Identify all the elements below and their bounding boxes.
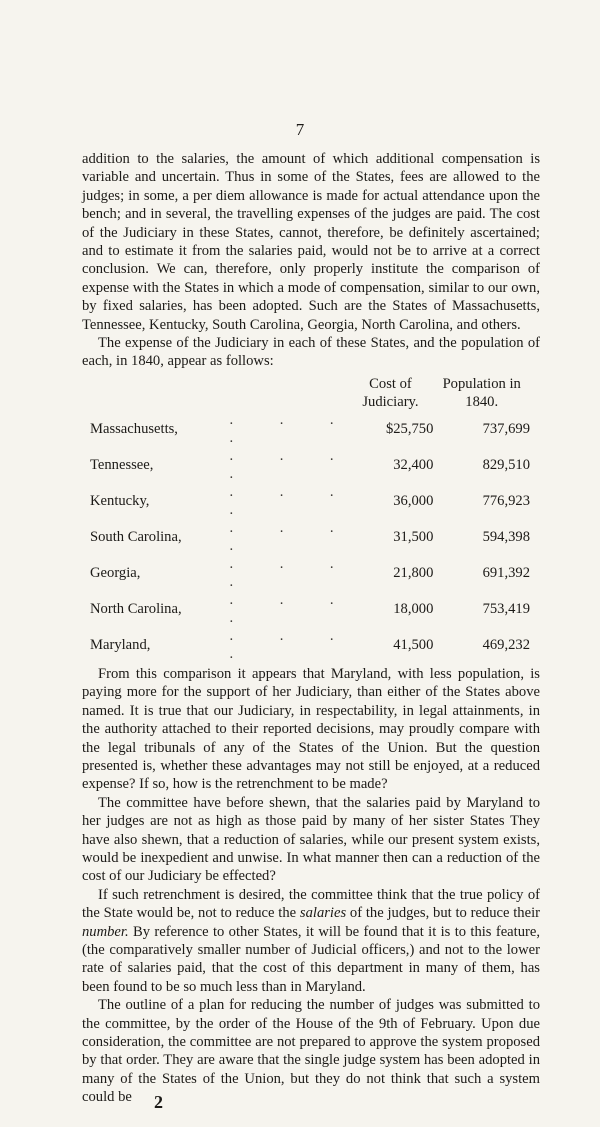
paragraph-3: From this comparison it appears that Maryland, with less population, is paying more for the support of her Judiciary, than either of the States above named. It is true that our Judiciary, in respectability, in legal attainments, in the authority attached to their reported decisions, may proudly compare with the legal tribunals of any of the States of the Union. But the question presented is, whether these advantages may not still be enjoyed, at a reduced expense? If so, how is the retrenchment to be made?	[82, 665, 540, 793]
state-cell: North Carolina,	[90, 600, 182, 617]
state-cell: Kentucky,	[90, 492, 150, 509]
cost-cell: 31,500	[393, 528, 434, 545]
paragraph-1: addition to the salaries, the amount of which additional compensation is variable and uncertain. Thus in some of the States, fees are allowed to the judges; in some, a per diem allowance is made for actual attendance upon the bench; and in several, the travelling expenses of the judges are paid. The cost of the Judiciary in these States, cannot, therefore, be definitely ascertained; and to estimate it from the salaries paid, would not be to arrive at a correct conclusion. We can, therefore, only properly institute the comparison of expense with the States in which a mode of compensation, similar to our own, by fixed salaries, has been adopted. Such are the States of Massachusetts, Tennessee, Kentucky, South Carolina, Georgia, North Carolina, and others.	[82, 151, 540, 333]
table-row	[90, 591, 530, 627]
paragraph-5-part-b: of the judges, but to reduce their	[346, 905, 540, 922]
cost-cell: 32,400	[393, 456, 434, 473]
cost-cell: 21,800	[393, 564, 434, 581]
population-cell: 776,923	[482, 492, 530, 509]
state-cell: Massachusetts,	[90, 420, 178, 437]
signature-mark: 2	[154, 1092, 163, 1112]
dot-leader: . . . .	[229, 627, 348, 662]
dot-leader: . . . .	[229, 555, 348, 590]
state-cell: Maryland,	[90, 636, 151, 653]
population-cell: 753,419	[482, 600, 530, 617]
dot-leader: . . . .	[229, 519, 348, 554]
dot-leader: . . . .	[229, 591, 348, 626]
table-row	[90, 627, 530, 663]
state-cell: Tennessee,	[90, 456, 154, 473]
table-row	[90, 519, 530, 555]
emphasis-number: number.	[82, 923, 129, 940]
table-row	[90, 447, 530, 483]
population-cell: 691,392	[482, 564, 530, 581]
header-cost: Cost of Judiciary.	[362, 375, 419, 410]
population-cell: 829,510	[482, 456, 530, 473]
judiciary-cost-table	[90, 375, 540, 663]
paragraph-5	[82, 886, 540, 996]
document-body	[82, 150, 540, 1107]
emphasis-salaries: salaries	[299, 905, 347, 922]
state-cell: South Carolina,	[90, 528, 182, 545]
cost-cell: 41,500	[393, 636, 434, 653]
paragraph-4: The committee have before shewn, that the salaries paid by Maryland to her judges are not as high as those paid by many of her sister States They have also shewn, that a reduction of salaries, while our present system exists, would be inexpedient and unwise. In what manner then can a reduction of the cost of our Judiciary be effected?	[82, 794, 540, 885]
dot-leader: . . . .	[229, 411, 348, 446]
header-population: Population in 1840.	[442, 375, 521, 410]
paragraph-5-part-c: By reference to other States, it will be found that it is to this feature, (the comparatively smaller number of Judicial officers,) and not to the lower rate of salaries paid, that the cost of this department in many of them, has been found to be so much less than in Maryland.	[82, 923, 540, 995]
dot-leader: . . . .	[229, 447, 348, 482]
cost-table	[90, 375, 530, 663]
dot-leader: . . . .	[229, 483, 348, 518]
paragraph-6: The outline of a plan for reducing the number of judges was submitted to the committee, by the order of the House of the 9th of February. Upon due consideration, the committee are not prepared to approve the system proposed by that order. They are aware that the single judge system has been adopted in many of the States of the Union, but they do not think that such a system could be	[82, 997, 540, 1106]
table-row	[90, 555, 530, 591]
cost-cell: 36,000	[393, 492, 434, 509]
page-number: 7	[295, 120, 305, 139]
table-header-row	[90, 375, 530, 411]
table-row	[90, 483, 530, 519]
cost-cell: $25,750	[385, 420, 434, 437]
cost-cell: 18,000	[393, 600, 434, 617]
state-cell: Georgia,	[90, 564, 141, 581]
paragraph-2: The expense of the Judiciary in each of these States, and the population of each, in 1840, appear as follows:	[82, 335, 540, 370]
table-row	[90, 411, 530, 447]
population-cell: 469,232	[482, 636, 530, 653]
population-cell: 737,699	[482, 420, 530, 437]
table-body	[90, 411, 530, 663]
population-cell: 594,398	[482, 528, 530, 545]
paragraph-5-part-a: If such retrenchment is desired, the committee think that the true policy of the State would be, not to reduce the	[82, 886, 540, 922]
